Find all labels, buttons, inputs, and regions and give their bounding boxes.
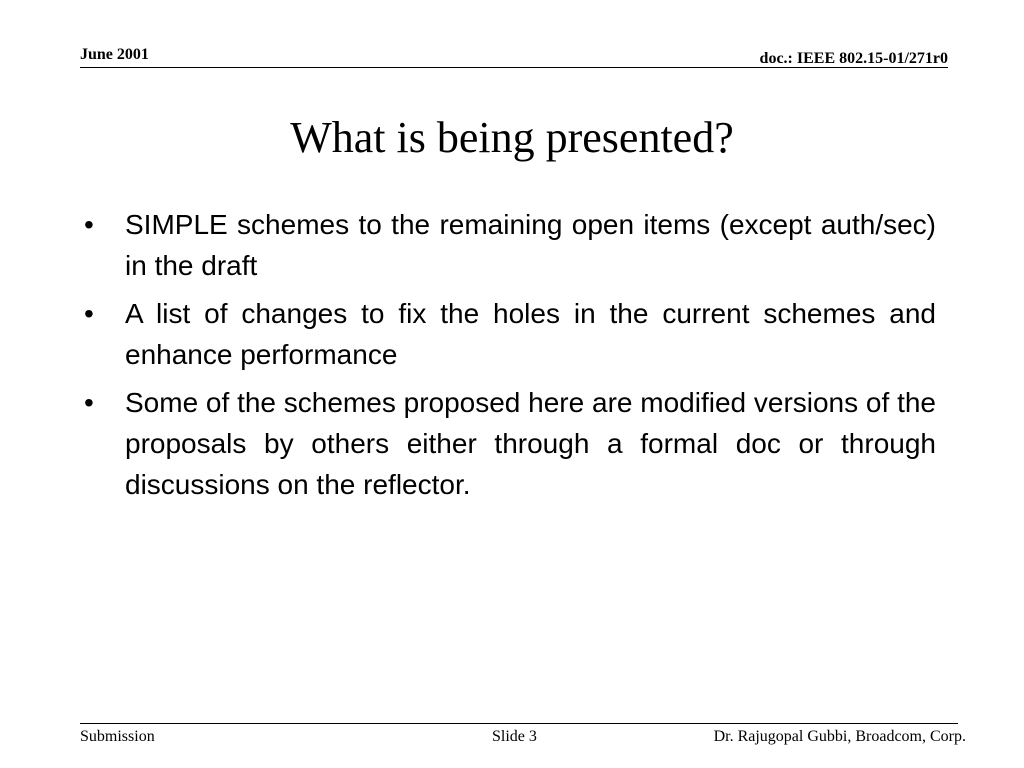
header-doc-id: doc.: IEEE 802.15-01/271r0: [759, 50, 948, 67]
bullet-item: [84, 293, 936, 375]
header-date: June 2001: [80, 46, 149, 63]
bullet-icon: •: [84, 298, 94, 329]
bullet-item: [84, 382, 936, 505]
bullet-icon: •: [84, 209, 94, 240]
footer-slide-number: Slide 3: [492, 728, 537, 745]
footer-divider: [80, 723, 958, 724]
footer-submission: Submission: [80, 728, 155, 745]
header-divider: [80, 67, 948, 68]
bullet-list: [84, 204, 936, 512]
bullet-text: A list of changes to fix the holes in the current schemes and enhance performance: [125, 298, 936, 370]
bullet-text: Some of the schemes proposed here are modified versions of the proposals by others either through a formal doc or through discussions on the reflector.: [125, 387, 936, 500]
bullet-item: [84, 204, 936, 286]
bullet-icon: •: [84, 387, 94, 418]
bullet-text: SIMPLE schemes to the remaining open items (except auth/sec) in the draft: [125, 209, 936, 281]
slide-title: What is being presented?: [290, 113, 734, 162]
footer-author: Dr. Rajugopal Gubbi, Broadcom, Corp.: [713, 728, 966, 745]
